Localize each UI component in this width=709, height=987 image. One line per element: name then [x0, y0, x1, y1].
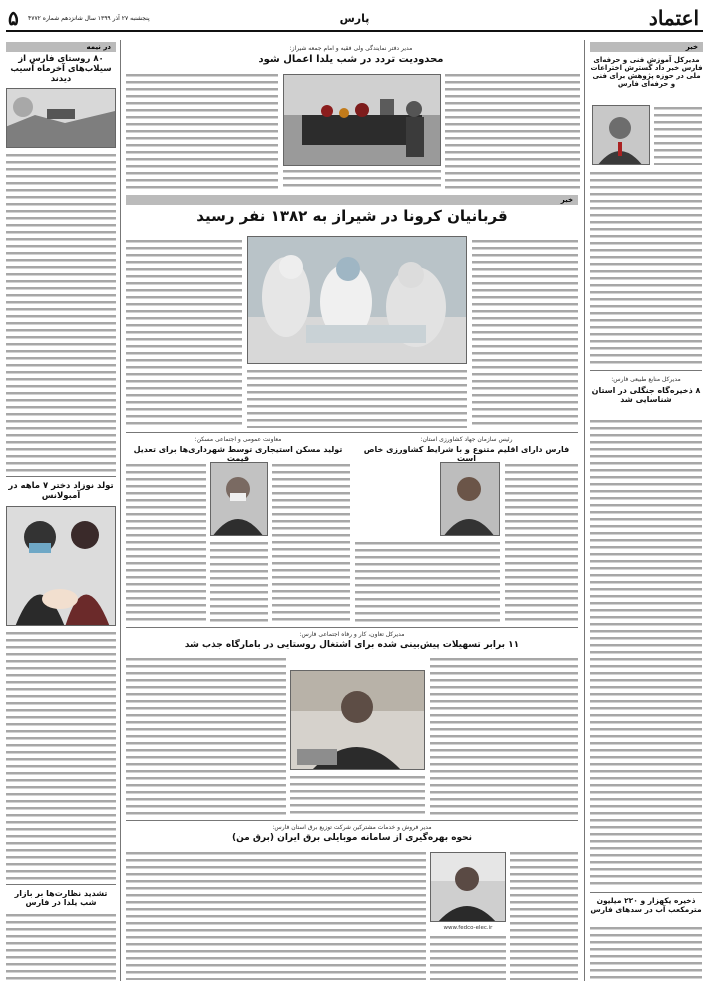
hospital-photo: [247, 236, 467, 364]
page-number: ۵: [8, 6, 19, 30]
flood-photo: [6, 88, 116, 148]
divider: [126, 432, 578, 433]
bottom-kicker: مدیر فروش و خدمات مشترکین شرکت توزیع برق استان فارس:: [272, 824, 432, 831]
article-text: [6, 630, 116, 880]
article-text: [355, 540, 500, 622]
bottom-headline: ذخیره یکهزار و ۲۲۰ میلیون مترمکعب آب در سدهای فارس: [590, 896, 702, 914]
mid-right-headline: فارس دارای اقلیم متنوع و با شرایط کشاورزی خاص است: [363, 445, 570, 464]
article-text: [472, 238, 578, 428]
news-band: خبر: [590, 42, 703, 52]
left-headline-1: ۸۰ روستای فارس از سیلاب‌های آخرماه آسیب دیدند: [10, 54, 112, 84]
right-column: [590, 42, 703, 88]
mid-left-kicker: معاونت عمومی و اجتماعی مسکن:: [194, 436, 282, 443]
article-text: [430, 934, 506, 980]
left-headline-2: تولد نوزاد دختر ۷ ماهه در آمبولانس: [8, 481, 114, 501]
url-text: www.fedco-elec.ir: [443, 925, 493, 931]
article-text: [247, 368, 467, 428]
divider: [126, 627, 578, 628]
sub-headline: ۸ ذخیره‌گاه جنگلی در استان شناسایی شد: [591, 386, 701, 405]
news-band: خبر: [126, 195, 578, 205]
article-text: [272, 462, 350, 622]
article-text: [210, 540, 268, 622]
article-text: [590, 925, 702, 981]
article-text: [590, 418, 702, 888]
column-divider: [584, 40, 585, 981]
newspaper-logo: اعتماد: [648, 6, 699, 30]
top-headline: محدودیت تردد در شب یلدا اعمال شود: [258, 54, 444, 65]
article-text: [126, 72, 278, 190]
divider: [590, 370, 702, 371]
article-text: [590, 170, 702, 365]
portrait-photo: [592, 105, 650, 165]
article-text: [445, 72, 580, 190]
lower-kicker: مدیرکل تعاون، کار و رفاه اجتماعی فارس:: [299, 631, 405, 638]
article-text: [510, 850, 578, 980]
official-photo: [440, 462, 500, 536]
official-photo: [290, 670, 425, 770]
ceremony-photo: [283, 74, 441, 166]
divider: [126, 820, 578, 821]
divider: [6, 476, 116, 477]
mid-right-kicker: رئیس سازمان جهاد کشاورزی استان:: [420, 436, 513, 443]
right-headline: مدیرکل آموزش فنی و حرفه‌ای فارس خبر داد گسترش اختراعات ملی در حوزه پژوهش برای فنی و حرفه‌ای فارس: [590, 56, 703, 89]
article-text: [126, 850, 426, 980]
issue-info: پنجشنبه ۲۷ آذر ۱۳۹۹ سال شانزدهم شماره ۴۷۷۲: [28, 15, 150, 22]
article-text: [290, 774, 425, 816]
lower-headline: ۱۱ برابر تسهیلات پیش‌بینی شده برای اشتغال روستایی در بامارگاه جذب شد: [184, 640, 520, 650]
divider: [6, 884, 116, 885]
article-text: [6, 152, 116, 472]
main-headline: قربانیان کرونا در شیراز به ۱۳۸۲ نفر رسید: [196, 207, 508, 225]
photo-caption: [283, 168, 441, 190]
top-kicker: مدیر دفتر نمایندگی ولی فقیه و امام جمعه شیراز:: [289, 45, 413, 52]
news-band: در نیمه: [6, 42, 116, 52]
official-photo: [430, 852, 506, 922]
sub-kicker: مدیرکل منابع طبیعی فارس:: [611, 376, 681, 383]
article-text: [505, 462, 578, 622]
ambulance-photo: [6, 506, 116, 626]
article-text: [430, 656, 578, 816]
divider: [590, 892, 702, 893]
article-text: [654, 105, 702, 165]
article-text: [6, 912, 116, 982]
article-text: [126, 656, 286, 816]
column-divider: [120, 40, 121, 981]
article-text: [126, 462, 206, 622]
masthead: [6, 6, 703, 32]
official-photo: [210, 462, 268, 536]
section-title: پارس: [339, 12, 370, 25]
bottom-headline: نحوه بهره‌گیری از سامانه موبایلی برق ایران (برق من): [231, 833, 473, 843]
mid-left-headline: تولید مسکن استیجاری توسط شهرداری‌ها برای تعدیل قیمت: [133, 445, 343, 464]
left-headline-3: تشدید نظارت‌ها بر بازار شب یلدا در فارس: [14, 889, 108, 908]
article-text: [126, 238, 242, 428]
